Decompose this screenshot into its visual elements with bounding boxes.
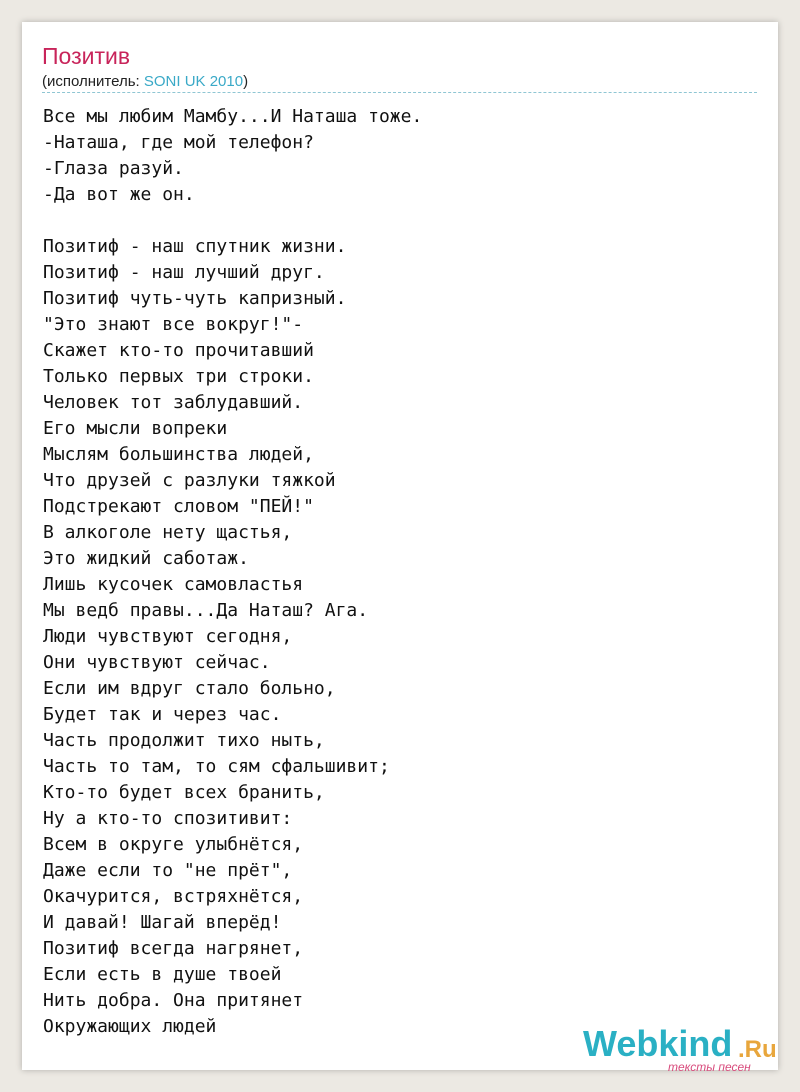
song-title: Позитив — [42, 43, 131, 69]
dashed-divider — [42, 92, 757, 93]
artist-line — [42, 72, 248, 92]
logo-wordmark: Webkind — [583, 1023, 733, 1064]
lyrics-page — [22, 22, 778, 1074]
webkind-logo — [583, 1024, 778, 1074]
logo-tagline: тексты песен — [668, 1060, 751, 1074]
logo-domain: .Ru — [738, 1036, 777, 1063]
lyrics-text: Все мы любим Мамбу...И Наташа тоже. -Наташа, где мой телефон? -Глаза разуй. -Да вот же он. Позитиф - наш спутник жизни. Позитиф - наш лучший друг. Позитиф чуть-чуть капризный. "Это знают все вокруг!"- Скажет кто-то прочитавший Только первых три строки. Человек тот заблудавший. Его мысли вопреки Мыслям большинства людей, Что друзей с разлуки тяжкой Подстрекают словом "ПЕЙ!" В алкоголе нету щастья, Это жидкий саботаж. Лишь кусочек самовластья Мы ведб правы...Да Наташ? Ага. Люди чувствуют сегодня, Они чувствуют сейчас. Если им вдруг стало больно, Будет так и через час. Часть продолжит тихо ныть, Часть то там, то сям сфальшивит; Кто-то будет всех бранить, Ну а кто-то спозитивит: Всем в округе улыбнётся, Даже если то "не прёт", Окачурится, встряхнётся, И давай! Шагай вперёд! Позитиф всегда нагрянет, Если есть в душе твоей Нить добра. Она притянет Окружающих людей — [43, 106, 423, 1037]
artist-suffix: ) — [243, 73, 249, 90]
artist-prefix: (исполнитель: — [42, 73, 144, 90]
artist-link[interactable]: SONI UK 2010 — [143, 73, 244, 90]
